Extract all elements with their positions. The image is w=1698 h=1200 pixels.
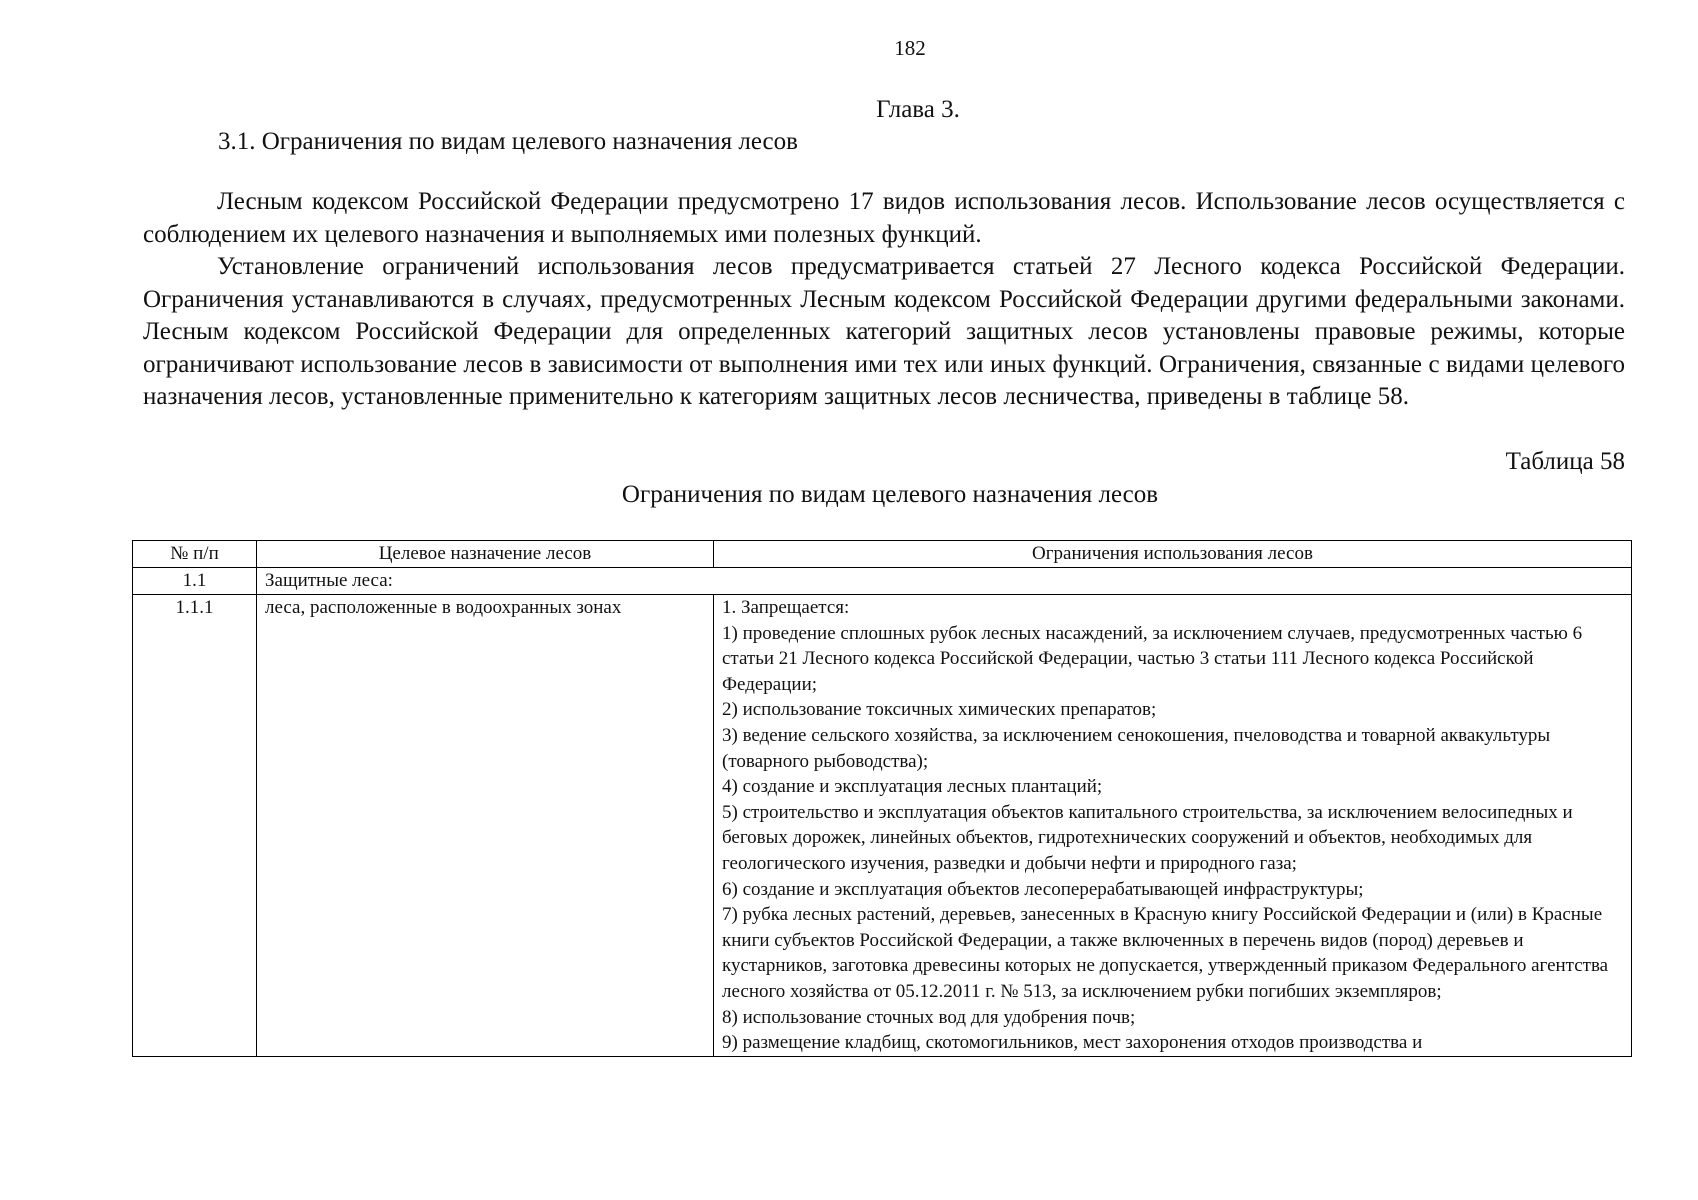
table-caption: Ограничения по видам целевого назначения лесов [621,481,1159,508]
page-number: 182 [894,36,926,60]
restriction-item: 8) использование сточных вод для удобрения почв; [722,1006,1136,1028]
restriction-item: 2) использование токсичных химических препаратов; [722,699,1157,721]
row-number: 1.1 [133,568,257,595]
paragraph: Лесным кодексом Российской Федерации предусмотрено 17 видов использования лесов. Использование лесов осуществляется с соблюдением их целевого назначения и выполняемых ими полезных функций. [143,188,1625,248]
paragraph: Установление ограничений использования лесов предусматривается статьей 27 Лесного кодекса Российской Федерации. Ограничения устанавливаются в случаях, предусмотренных Лесным кодексом Российской Федерации другими федеральными законами. Лесным кодексом Российской Федерации для определенных категорий защитных лесов установлены правовые режимы, которые ограничивают использование лесов в зависимости от выполнения ими тех или иных функций. Ограничения, связанные с видами целевого назначения лесов, установленные применительно к категориям защитных лесов лесничества, приведены в таблице 58. [143,253,1625,410]
header-cell-purpose: Целевое назначение лесов [257,541,714,568]
row-purpose: леса, расположенные в водоохранных зонах [257,595,714,1057]
table-row [133,595,1632,1057]
table-label: Таблица 58 [1505,448,1625,475]
restriction-item: 9) размещение кладбищ, скотомогильников, мест захоронения отходов производства и [722,1032,1423,1054]
header-cell-number: № п/п [133,541,257,568]
restriction-item: 5) строительство и эксплуатация объектов капитального строительства, за исключением велосипедных и беговых дорожек, линейных объектов, гидротехнических сооружений и объектов, необходимых для геологического изучения, разведки и добычи нефти и природного газа; [722,801,1573,874]
restriction-item: 6) создание и эксплуатация объектов лесоперерабатывающей инфраструктуры; [722,878,1364,900]
restriction-item: 1. Запрещается: [722,597,850,618]
restrictions-table [132,540,1632,1057]
chapter-heading: Глава 3. [876,96,960,123]
restriction-item: 7) рубка лесных растений, деревьев, занесенных в Красную книгу Российской Федерации и (или) в Красные книги субъектов Российской Федерации, а также включенных в перечень видов (пород) деревьев и кустарников, заготовка древесины которых не допускается, утвержденный приказом Федерального агентства лесного хозяйства от 05.12.2011 г. № 513, за исключением рубки погибших экземпляров; [722,904,1609,1002]
row-number: 1.1.1 [133,595,257,1057]
restriction-item: 4) создание и эксплуатация лесных плантаций; [722,776,1103,798]
table-row-section [133,568,1632,595]
restriction-item: 3) ведение сельского хозяйства, за исключением сенокошения, пчеловодства и товарной аквакультуры (товарного рыбоводства); [722,724,1551,772]
row-section-label: Защитные леса: [257,568,1632,595]
section-title: 3.1. Ограничения по видам целевого назначения лесов [218,128,798,155]
body-text [143,186,1625,414]
row-restrictions [714,595,1632,1057]
table-header-row [133,541,1632,568]
header-cell-restrictions: Ограничения использования лесов [714,541,1632,568]
restriction-item: 1) проведение сплошных рубок лесных насаждений, за исключением случаев, предусмотренных частью 6 статьи 21 Лесного кодекса Российской Федерации, частью 3 статьи 111 Лесного кодекса Российской Федерации; [722,622,1583,695]
